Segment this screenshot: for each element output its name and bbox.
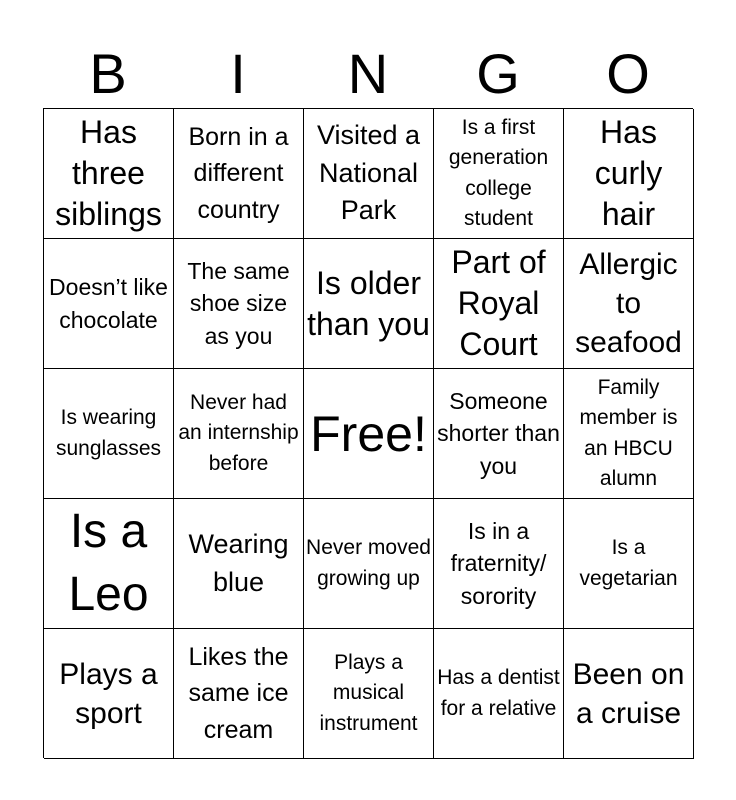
bingo-cell-text: Someone shorter than you xyxy=(437,387,560,479)
bingo-cell-text: Been on a cruise xyxy=(572,657,685,730)
header-letter-i: I xyxy=(230,42,246,105)
free-space[interactable] xyxy=(304,369,434,499)
bingo-cell[interactable] xyxy=(174,499,304,629)
bingo-cell[interactable] xyxy=(44,369,174,499)
bingo-cell-text: Is older than you xyxy=(307,264,430,342)
bingo-cell-text: Never had an internship before xyxy=(178,390,299,475)
bingo-cell[interactable] xyxy=(564,629,694,759)
header-letter-b: B xyxy=(89,42,127,105)
header-letter-o: O xyxy=(606,42,650,105)
free-space-text: Free! xyxy=(310,405,427,462)
bingo-cell[interactable] xyxy=(434,369,564,499)
bingo-cell[interactable] xyxy=(434,109,564,239)
bingo-cell[interactable] xyxy=(44,499,174,629)
bingo-cell-text: Wearing blue xyxy=(188,528,289,597)
bingo-cell[interactable] xyxy=(434,629,564,759)
bingo-cell-text: Has curly hair xyxy=(594,114,663,232)
bingo-cell[interactable] xyxy=(564,109,694,239)
bingo-cell-text: Born in a different country xyxy=(188,123,289,224)
bingo-cell-text: Is in a fraternity/ sorority xyxy=(450,517,547,609)
bingo-cell[interactable] xyxy=(44,629,174,759)
bingo-cell-text: Likes the same ice cream xyxy=(188,643,289,744)
bingo-cell-text: Has a dentist for a relative xyxy=(437,666,560,720)
bingo-cell[interactable] xyxy=(304,109,434,239)
bingo-cell-text: Has three siblings xyxy=(55,114,162,232)
bingo-cell-text: Visited a National Park xyxy=(316,119,421,226)
bingo-cell-text: Is a Leo xyxy=(68,505,149,621)
bingo-grid xyxy=(43,108,693,758)
bingo-cell-text: Allergic to seafood xyxy=(575,248,682,359)
bingo-cell[interactable] xyxy=(304,499,434,629)
bingo-cell[interactable] xyxy=(304,629,434,759)
bingo-cell-text: The same shoe size as you xyxy=(187,257,290,349)
bingo-cell[interactable] xyxy=(304,239,434,369)
bingo-cell[interactable] xyxy=(174,239,304,369)
bingo-cell[interactable] xyxy=(564,239,694,369)
bingo-cell[interactable] xyxy=(44,239,174,369)
bingo-cell[interactable] xyxy=(434,499,564,629)
bingo-cell[interactable] xyxy=(174,109,304,239)
bingo-cell-text: Is wearing sunglasses xyxy=(55,406,162,460)
bingo-cell[interactable] xyxy=(564,499,694,629)
bingo-cell-text: Never moved growing up xyxy=(306,536,431,590)
header-letter-g: G xyxy=(476,42,520,105)
bingo-cell-text: Part of Royal Court xyxy=(451,244,546,362)
bingo-cell[interactable] xyxy=(174,629,304,759)
bingo-cell-text: Is a vegetarian xyxy=(579,536,678,590)
bingo-cell-text: Family member is an HBCU alumn xyxy=(579,375,678,490)
bingo-cell-text: Is a first generation college student xyxy=(448,115,549,230)
bingo-cell[interactable] xyxy=(434,239,564,369)
bingo-cell[interactable] xyxy=(564,369,694,499)
bingo-cell[interactable] xyxy=(44,109,174,239)
bingo-cell[interactable] xyxy=(174,369,304,499)
bingo-cell-text: Plays a musical instrument xyxy=(319,650,418,735)
header-letter-n: N xyxy=(347,42,389,105)
bingo-header xyxy=(43,40,693,108)
bingo-cell-text: Doesn’t like chocolate xyxy=(49,273,168,333)
bingo-cell-text: Plays a sport xyxy=(59,657,158,730)
